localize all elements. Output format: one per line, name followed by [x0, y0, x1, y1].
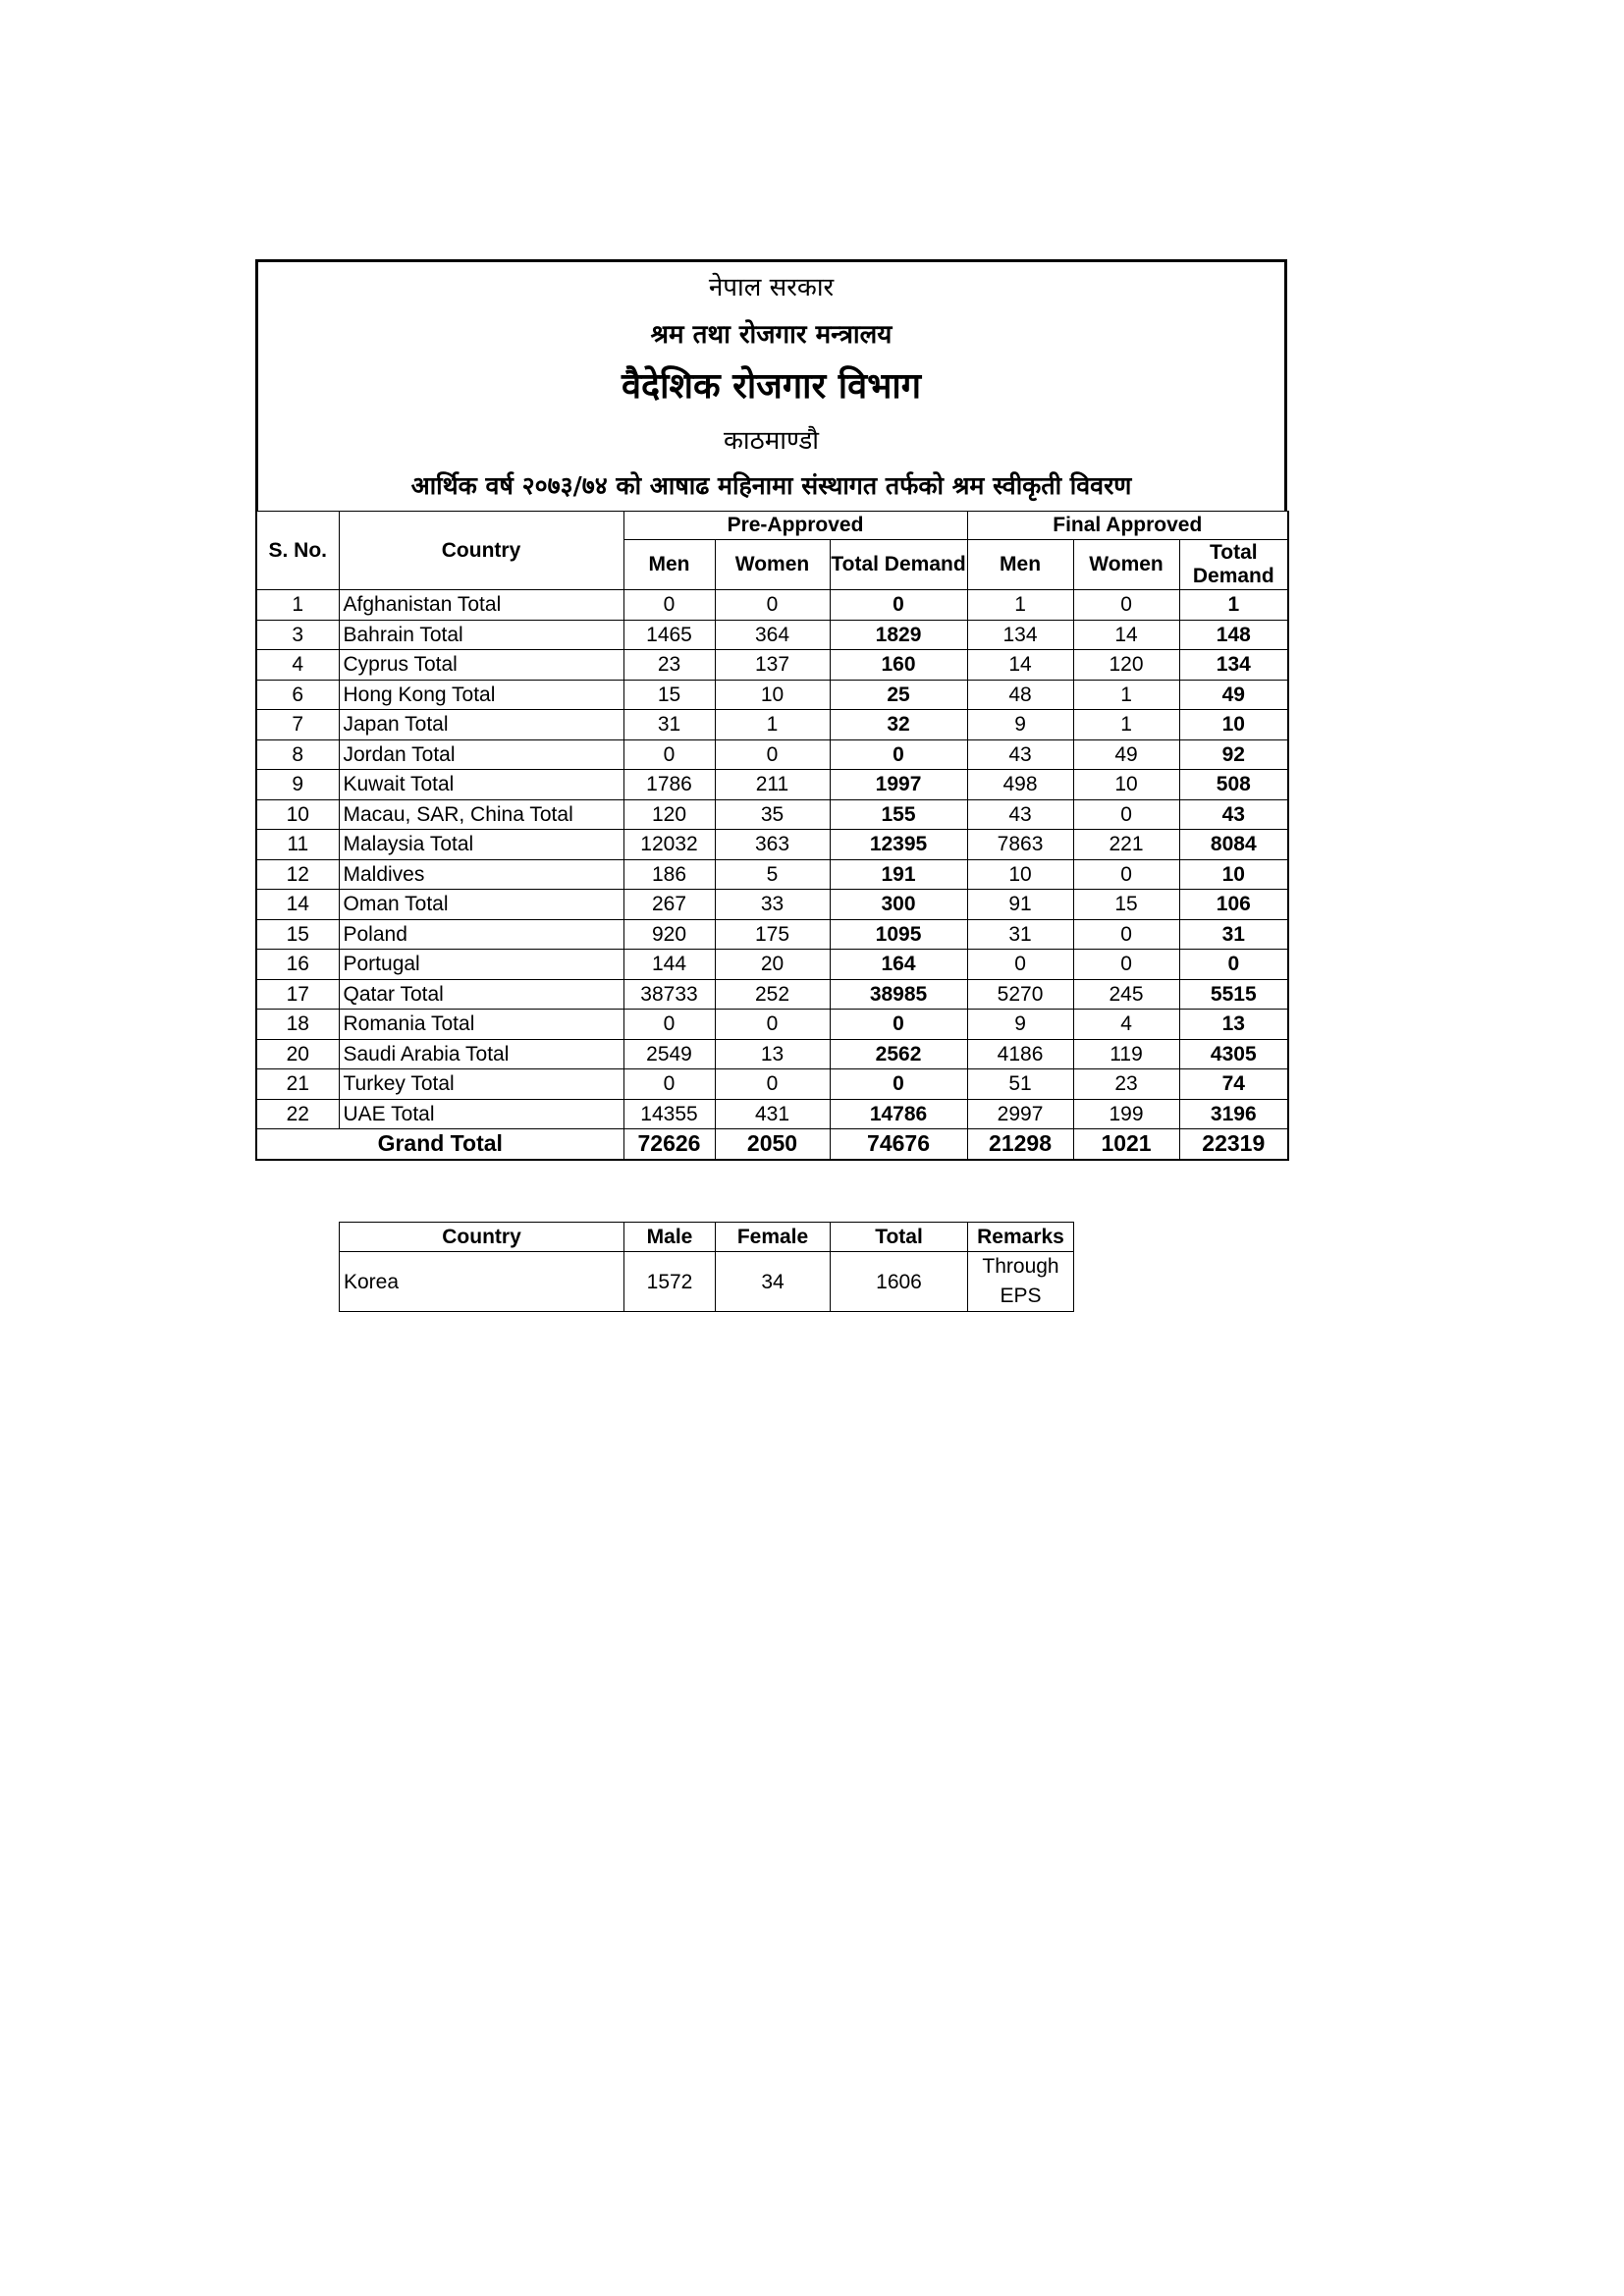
row-country: Turkey Total — [339, 1069, 623, 1100]
row-country: Cyprus Total — [339, 650, 623, 681]
row-final-women: 0 — [1073, 799, 1179, 830]
row-final-women: 245 — [1073, 979, 1179, 1010]
row-pre-total: 1829 — [830, 620, 967, 650]
row-country: UAE Total — [339, 1099, 623, 1129]
header-pre-women: Women — [715, 540, 830, 590]
korea-header-remarks: Remarks — [968, 1223, 1074, 1252]
table-row — [256, 770, 1288, 800]
row-country: Malaysia Total — [339, 830, 623, 860]
row-pre-women: 252 — [715, 979, 830, 1010]
row-pre-total: 0 — [830, 1010, 967, 1040]
row-final-women: 49 — [1073, 739, 1179, 770]
row-country: Macau, SAR, China Total — [339, 799, 623, 830]
table-row — [256, 890, 1288, 920]
korea-country: Korea — [340, 1252, 624, 1312]
table-row — [256, 739, 1288, 770]
row-final-men: 31 — [967, 919, 1073, 950]
row-pre-total: 0 — [830, 590, 967, 621]
row-final-women: 10 — [1073, 770, 1179, 800]
table-row — [256, 710, 1288, 740]
row-pre-men: 120 — [623, 799, 715, 830]
labour-approval-table — [255, 511, 1289, 1161]
row-pre-men: 31 — [623, 710, 715, 740]
row-sno: 7 — [256, 710, 339, 740]
row-final-women: 1 — [1073, 680, 1179, 710]
row-pre-total: 14786 — [830, 1099, 967, 1129]
header-final-women: Women — [1073, 540, 1179, 590]
row-pre-women: 1 — [715, 710, 830, 740]
row-country: Qatar Total — [339, 979, 623, 1010]
row-final-total: 508 — [1179, 770, 1288, 800]
row-final-men: 9 — [967, 710, 1073, 740]
row-final-total: 134 — [1179, 650, 1288, 681]
row-pre-men: 0 — [623, 590, 715, 621]
row-country: Poland — [339, 919, 623, 950]
table-row — [256, 590, 1288, 621]
row-country: Jordan Total — [339, 739, 623, 770]
table-row — [256, 620, 1288, 650]
row-country: Kuwait Total — [339, 770, 623, 800]
header-country: Country — [339, 512, 623, 590]
row-pre-total: 38985 — [830, 979, 967, 1010]
row-final-men: 9 — [967, 1010, 1073, 1040]
table-row — [256, 799, 1288, 830]
table-row — [256, 979, 1288, 1010]
header-pre-total-demand: Total Demand — [830, 540, 967, 590]
row-pre-men: 1465 — [623, 620, 715, 650]
row-pre-women: 363 — [715, 830, 830, 860]
grand-total-final-men: 21298 — [967, 1129, 1073, 1160]
row-pre-men: 0 — [623, 1010, 715, 1040]
row-final-total: 1 — [1179, 590, 1288, 621]
row-final-men: 0 — [967, 950, 1073, 980]
row-sno: 14 — [256, 890, 339, 920]
row-sno: 11 — [256, 830, 339, 860]
row-pre-total: 300 — [830, 890, 967, 920]
report-header — [255, 259, 1287, 511]
row-final-women: 1 — [1073, 710, 1179, 740]
row-sno: 8 — [256, 739, 339, 770]
row-pre-total: 0 — [830, 1069, 967, 1100]
row-pre-total: 1997 — [830, 770, 967, 800]
row-pre-men: 0 — [623, 1069, 715, 1100]
row-sno: 12 — [256, 859, 339, 890]
row-final-total: 49 — [1179, 680, 1288, 710]
row-pre-total: 191 — [830, 859, 967, 890]
row-final-total: 8084 — [1179, 830, 1288, 860]
row-final-women: 0 — [1073, 859, 1179, 890]
row-final-total: 5515 — [1179, 979, 1288, 1010]
grand-total-pre-men: 72626 — [623, 1129, 715, 1160]
row-pre-women: 20 — [715, 950, 830, 980]
row-sno: 16 — [256, 950, 339, 980]
row-final-men: 10 — [967, 859, 1073, 890]
row-pre-men: 186 — [623, 859, 715, 890]
korea-header-female: Female — [716, 1223, 831, 1252]
grand-total-pre-total: 74676 — [830, 1129, 967, 1160]
row-pre-women: 431 — [715, 1099, 830, 1129]
department-name: वैदेशिक रोजगार विभाग — [622, 366, 921, 407]
row-final-total: 13 — [1179, 1010, 1288, 1040]
table-row — [256, 950, 1288, 980]
row-country: Bahrain Total — [339, 620, 623, 650]
row-pre-women: 13 — [715, 1039, 830, 1069]
row-pre-women: 364 — [715, 620, 830, 650]
row-pre-men: 1786 — [623, 770, 715, 800]
row-pre-men: 2549 — [623, 1039, 715, 1069]
row-pre-women: 211 — [715, 770, 830, 800]
header-pre-approved: Pre-Approved — [623, 512, 967, 540]
row-final-total: 148 — [1179, 620, 1288, 650]
row-final-total: 10 — [1179, 710, 1288, 740]
row-final-women: 15 — [1073, 890, 1179, 920]
row-pre-men: 23 — [623, 650, 715, 681]
table-row — [256, 650, 1288, 681]
table-row — [256, 1099, 1288, 1129]
row-pre-women: 137 — [715, 650, 830, 681]
row-pre-total: 155 — [830, 799, 967, 830]
row-country: Romania Total — [339, 1010, 623, 1040]
row-final-men: 91 — [967, 890, 1073, 920]
header-sno: S. No. — [256, 512, 339, 590]
row-final-women: 4 — [1073, 1010, 1179, 1040]
korea-header-country: Country — [340, 1223, 624, 1252]
table-row — [256, 1069, 1288, 1100]
row-pre-total: 12395 — [830, 830, 967, 860]
government-name: नेपाल सरकार — [708, 273, 835, 302]
row-final-women: 0 — [1073, 919, 1179, 950]
row-country: Oman Total — [339, 890, 623, 920]
table-row — [256, 680, 1288, 710]
row-final-women: 119 — [1073, 1039, 1179, 1069]
korea-male: 1572 — [624, 1252, 716, 1312]
row-pre-women: 175 — [715, 919, 830, 950]
row-pre-total: 0 — [830, 739, 967, 770]
header-final-men: Men — [967, 540, 1073, 590]
table-row — [256, 859, 1288, 890]
row-final-men: 48 — [967, 680, 1073, 710]
row-pre-men: 38733 — [623, 979, 715, 1010]
row-final-total: 106 — [1179, 890, 1288, 920]
row-pre-men: 920 — [623, 919, 715, 950]
row-final-men: 7863 — [967, 830, 1073, 860]
row-sno: 4 — [256, 650, 339, 681]
row-pre-men: 267 — [623, 890, 715, 920]
row-final-women: 23 — [1073, 1069, 1179, 1100]
row-sno: 3 — [256, 620, 339, 650]
korea-header-total: Total — [831, 1223, 968, 1252]
grand-total-row — [256, 1129, 1288, 1160]
row-sno: 1 — [256, 590, 339, 621]
row-sno: 6 — [256, 680, 339, 710]
row-pre-women: 10 — [715, 680, 830, 710]
row-final-men: 498 — [967, 770, 1073, 800]
header-pre-men: Men — [623, 540, 715, 590]
row-final-men: 51 — [967, 1069, 1073, 1100]
korea-eps-table — [339, 1222, 1074, 1312]
row-pre-total: 25 — [830, 680, 967, 710]
row-pre-women: 0 — [715, 590, 830, 621]
row-country: Hong Kong Total — [339, 680, 623, 710]
row-final-women: 0 — [1073, 590, 1179, 621]
row-final-women: 199 — [1073, 1099, 1179, 1129]
row-final-men: 1 — [967, 590, 1073, 621]
header-final-approved: Final Approved — [967, 512, 1288, 540]
row-sno: 21 — [256, 1069, 339, 1100]
row-final-men: 5270 — [967, 979, 1073, 1010]
row-pre-men: 12032 — [623, 830, 715, 860]
korea-total: 1606 — [831, 1252, 968, 1312]
korea-row — [340, 1252, 1074, 1312]
korea-header-male: Male — [624, 1223, 716, 1252]
row-final-women: 120 — [1073, 650, 1179, 681]
grand-total-final-women: 1021 — [1073, 1129, 1179, 1160]
row-country: Portugal — [339, 950, 623, 980]
row-final-men: 4186 — [967, 1039, 1073, 1069]
row-final-total: 0 — [1179, 950, 1288, 980]
row-final-men: 43 — [967, 799, 1073, 830]
row-pre-total: 32 — [830, 710, 967, 740]
table-row — [256, 1010, 1288, 1040]
row-sno: 10 — [256, 799, 339, 830]
row-final-men: 43 — [967, 739, 1073, 770]
row-final-total: 74 — [1179, 1069, 1288, 1100]
row-pre-total: 1095 — [830, 919, 967, 950]
row-country: Saudi Arabia Total — [339, 1039, 623, 1069]
row-final-total: 10 — [1179, 859, 1288, 890]
korea-remarks: Through EPS — [968, 1252, 1074, 1312]
row-final-total: 3196 — [1179, 1099, 1288, 1129]
row-pre-women: 0 — [715, 1010, 830, 1040]
row-country: Afghanistan Total — [339, 590, 623, 621]
row-country: Maldives — [339, 859, 623, 890]
row-final-men: 134 — [967, 620, 1073, 650]
row-final-total: 43 — [1179, 799, 1288, 830]
row-final-total: 4305 — [1179, 1039, 1288, 1069]
table-row — [256, 919, 1288, 950]
row-pre-men: 15 — [623, 680, 715, 710]
row-sno: 18 — [256, 1010, 339, 1040]
row-final-women: 221 — [1073, 830, 1179, 860]
row-pre-men: 14355 — [623, 1099, 715, 1129]
ministry-name: श्रम तथा रोजगार मन्त्रालय — [650, 320, 893, 350]
row-pre-women: 35 — [715, 799, 830, 830]
report-title: आर्थिक वर्ष २०७३/७४ को आषाढ महिनामा संस्थागत तर्फको श्रम स्वीकृती विवरण — [410, 471, 1132, 500]
row-final-men: 2997 — [967, 1099, 1073, 1129]
korea-female: 34 — [716, 1252, 831, 1312]
row-sno: 17 — [256, 979, 339, 1010]
row-sno: 22 — [256, 1099, 339, 1129]
row-final-total: 31 — [1179, 919, 1288, 950]
row-pre-women: 0 — [715, 1069, 830, 1100]
row-pre-total: 160 — [830, 650, 967, 681]
table-row — [256, 830, 1288, 860]
row-final-men: 14 — [967, 650, 1073, 681]
row-pre-men: 144 — [623, 950, 715, 980]
row-pre-women: 33 — [715, 890, 830, 920]
row-sno: 9 — [256, 770, 339, 800]
row-final-women: 0 — [1073, 950, 1179, 980]
row-country: Japan Total — [339, 710, 623, 740]
header-final-total-demand: Total Demand — [1179, 540, 1288, 590]
grand-total-pre-women: 2050 — [715, 1129, 830, 1160]
row-sno: 15 — [256, 919, 339, 950]
location-name: काठमाण्डौ — [723, 426, 820, 456]
row-pre-total: 164 — [830, 950, 967, 980]
row-pre-women: 5 — [715, 859, 830, 890]
row-pre-men: 0 — [623, 739, 715, 770]
grand-total-label: Grand Total — [256, 1129, 623, 1160]
row-pre-women: 0 — [715, 739, 830, 770]
grand-total-final-total: 22319 — [1179, 1129, 1288, 1160]
row-final-total: 92 — [1179, 739, 1288, 770]
table-row — [256, 1039, 1288, 1069]
row-final-women: 14 — [1073, 620, 1179, 650]
row-pre-total: 2562 — [830, 1039, 967, 1069]
row-sno: 20 — [256, 1039, 339, 1069]
